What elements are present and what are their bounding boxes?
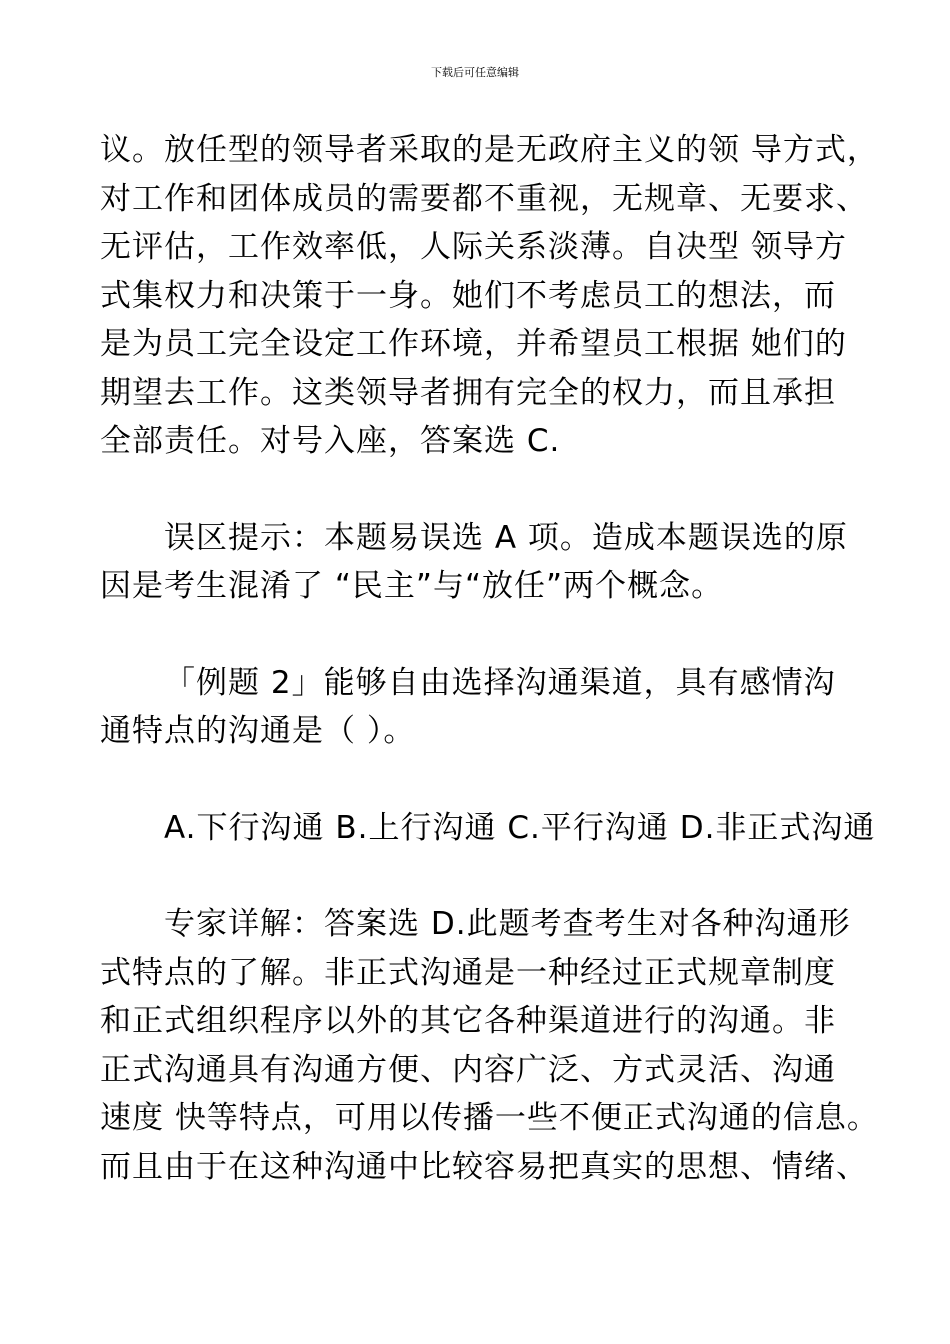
- text-line: 是为员工完全设定工作环境，并希望员工根据 她们的: [100, 326, 847, 362]
- text-line: 全部责任。对号入座，答案选 C.: [100, 423, 561, 459]
- paragraph-error-tip: [100, 514, 890, 611]
- text-line: 「例题 2」能够自由选择沟通渠道，具有感情沟: [164, 664, 836, 701]
- text-line: 误区提示：本题易误选 A 项。造成本题误选的原: [164, 519, 848, 556]
- text-line: 和正式组织程序以外的其它各种渠道进行的沟通。非: [100, 1003, 836, 1039]
- paragraph-leader-styles: [100, 126, 890, 466]
- text-line: 式集权力和决策于一身。她们不考虑员工的想法，而: [100, 277, 836, 314]
- paragraph-example-question: [100, 659, 890, 756]
- text-line: 因是考生混淆了 “民主”与“放任”两个概念。: [100, 568, 724, 604]
- text-line: 专家详解：答案选 D.此题考查考生对各种沟通形: [164, 906, 851, 942]
- text-line: 期望去工作。这类领导者拥有完全的权力，而且承担: [100, 374, 836, 411]
- text-line: 通特点的沟通是（ ）。: [100, 713, 416, 749]
- page-header: 下载后可任意编辑: [431, 66, 519, 79]
- text-line: 正式沟通具有沟通方便、内容广泛、方式灵活、沟通: [100, 1051, 836, 1088]
- text-line: 无评估，工作效率低，人际关系淡薄。自决型 领导方: [100, 229, 847, 265]
- text-line: 速度 快等特点，可用以传播一些不便正式沟通的信息。: [100, 1100, 879, 1136]
- text-line: 议。放任型的领导者采取的是无政府主义的领 导方式，: [100, 132, 879, 168]
- paragraph-answer-options: [100, 804, 890, 853]
- document-body: [100, 126, 890, 1191]
- text-line: 而且由于在这种沟通中比较容易把真实的思想、情绪、: [100, 1148, 868, 1185]
- text-line: 式特点的了解。非正式沟通是一种经过正式规章制度: [100, 954, 836, 991]
- text-line: 对工作和团体成员的需要都不重视，无规章、无要求、: [100, 180, 868, 217]
- paragraph-expert-explanation: [100, 900, 890, 1191]
- text-line: A.下行沟通 B.上行沟通 C.平行沟通 D.非正式沟通: [164, 809, 876, 846]
